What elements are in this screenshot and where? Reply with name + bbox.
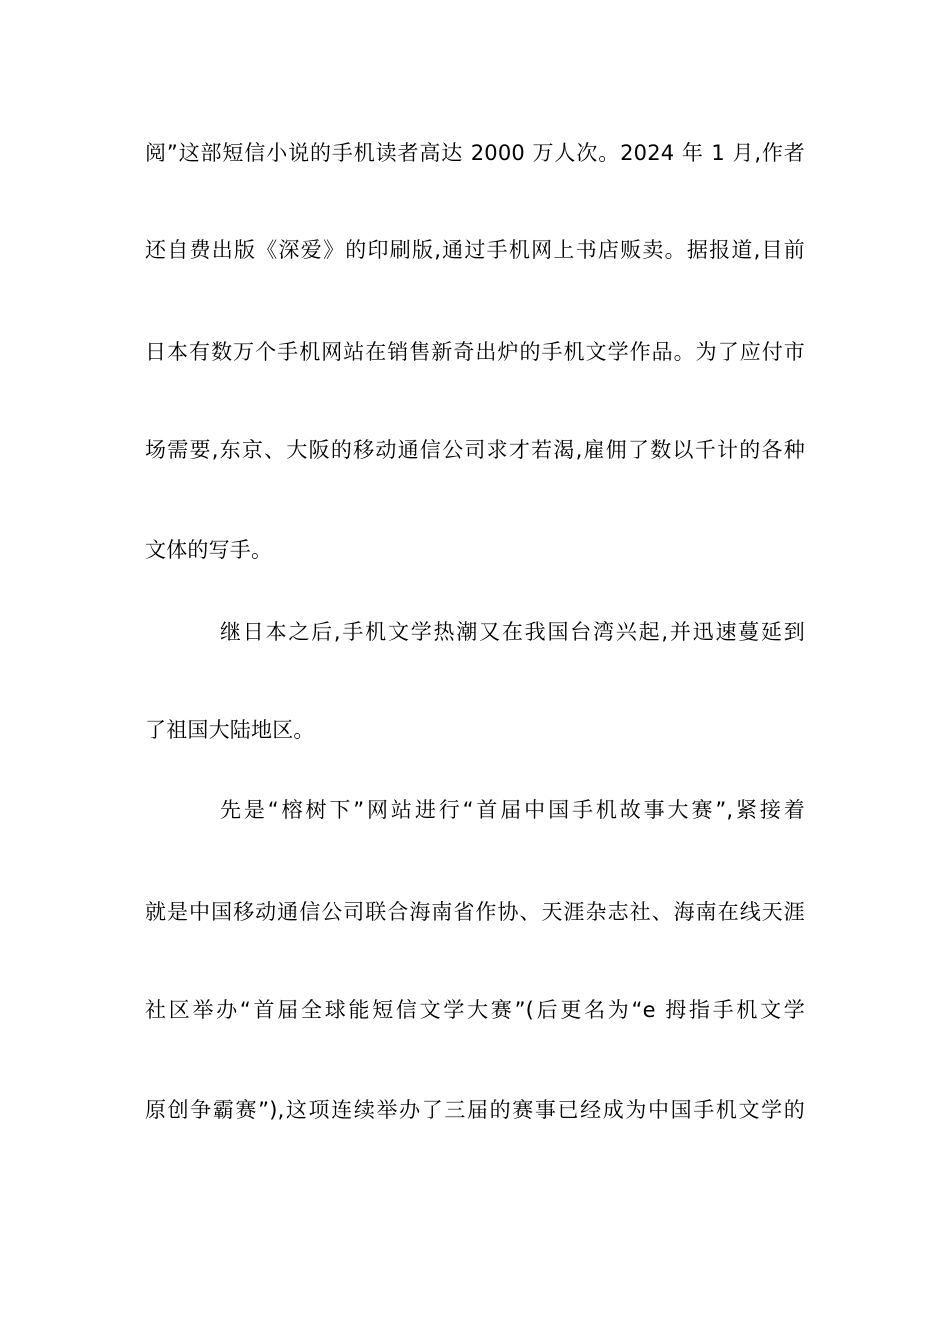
- text-line-1: 阅”这部短信小说的手机读者高达 2000 万人次。2024 年 1 月,作者: [145, 141, 805, 165]
- text-line-11: 原创争霸赛”),这项连续举办了三届的赛事已经成为中国手机文学的: [145, 1098, 805, 1122]
- text-line-6: 继日本之后,手机文学热潮又在我国台湾兴起,并迅速蔓延到: [220, 620, 805, 644]
- text-line-5: 文体的写手。: [145, 538, 273, 562]
- text-line-9: 就是中国移动通信公司联合海南省作协、天涯杂志社、海南在线天涯: [145, 900, 805, 924]
- text-line-7: 了祖国大陆地区。: [145, 718, 315, 742]
- text-line-8: 先是“榕树下”网站进行“首届中国手机故事大赛”,紧接着: [220, 798, 805, 822]
- text-line-10: 社区举办“首届全球能短信文学大赛”(后更名为“e 拇指手机文学: [145, 998, 805, 1022]
- text-line-2: 还自费出版《深爱》的印刷版,通过手机网上书店贩卖。据报道,目前: [145, 238, 805, 262]
- text-line-3: 日本有数万个手机网站在销售新奇出炉的手机文学作品。为了应付市: [145, 340, 805, 364]
- text-line-4: 场需要,东京、大阪的移动通信公司求才若渴,雇佣了数以千计的各种: [145, 438, 805, 462]
